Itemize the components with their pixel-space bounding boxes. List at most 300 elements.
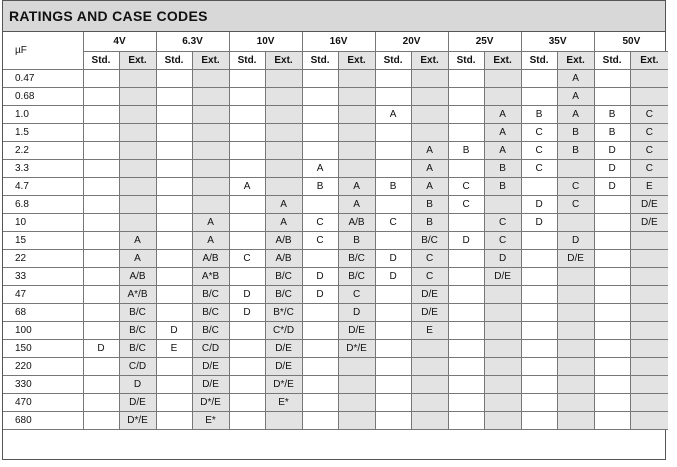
std-case-code-cell: D <box>156 322 192 340</box>
std-case-code-cell <box>375 304 411 322</box>
std-case-code-cell <box>302 412 338 430</box>
std-case-code-cell <box>302 376 338 394</box>
std-case-code-cell <box>594 286 630 304</box>
std-case-code-cell <box>375 322 411 340</box>
ext-case-code-cell: A <box>484 124 521 142</box>
ext-case-code-cell: A <box>557 70 594 88</box>
std-case-code-cell <box>594 196 630 214</box>
capacitance-value: 22 <box>3 250 83 268</box>
ext-column-header: Ext. <box>338 52 375 70</box>
ext-case-code-cell <box>630 88 668 106</box>
std-case-code-cell <box>594 322 630 340</box>
std-case-code-cell: C <box>302 214 338 232</box>
ext-case-code-cell <box>192 70 229 88</box>
ext-case-code-cell: B/C <box>119 340 156 358</box>
std-case-code-cell <box>229 232 265 250</box>
table-row <box>3 232 668 250</box>
ext-case-code-cell <box>630 250 668 268</box>
ext-case-code-cell: A/B <box>265 232 302 250</box>
std-case-code-cell: C <box>448 178 484 196</box>
ext-case-code-cell <box>119 106 156 124</box>
ext-case-code-cell <box>630 412 668 430</box>
std-case-code-cell <box>594 412 630 430</box>
std-case-code-cell <box>521 70 557 88</box>
capacitance-value: 47 <box>3 286 83 304</box>
std-case-code-cell <box>448 124 484 142</box>
capacitance-value: 10 <box>3 214 83 232</box>
std-case-code-cell <box>594 394 630 412</box>
std-case-code-cell <box>83 214 119 232</box>
std-case-code-cell: D <box>229 286 265 304</box>
ext-case-code-cell: A <box>557 106 594 124</box>
std-case-code-cell <box>83 124 119 142</box>
ext-case-code-cell <box>411 106 448 124</box>
ext-case-code-cell: B <box>484 178 521 196</box>
voltage-header: 4V <box>83 32 156 52</box>
std-case-code-cell <box>448 70 484 88</box>
table-row <box>3 106 668 124</box>
std-case-code-cell <box>83 196 119 214</box>
std-case-code-cell <box>521 394 557 412</box>
ext-case-code-cell: C <box>557 196 594 214</box>
ext-case-code-cell: B/C <box>338 268 375 286</box>
ext-case-code-cell <box>484 88 521 106</box>
std-case-code-cell <box>156 106 192 124</box>
std-case-code-cell <box>375 142 411 160</box>
std-case-code-cell <box>83 250 119 268</box>
std-column-header: Std. <box>229 52 265 70</box>
std-case-code-cell <box>594 268 630 286</box>
ext-case-code-cell: A/B <box>192 250 229 268</box>
std-case-code-cell <box>229 124 265 142</box>
capacitance-value: 15 <box>3 232 83 250</box>
ext-case-code-cell: A <box>338 178 375 196</box>
ext-case-code-cell: C <box>338 286 375 304</box>
ext-case-code-cell: B/C <box>411 232 448 250</box>
ext-case-code-cell <box>630 322 668 340</box>
ext-case-code-cell <box>484 358 521 376</box>
std-case-code-cell <box>302 322 338 340</box>
ext-case-code-cell: C <box>630 106 668 124</box>
std-case-code-cell <box>594 88 630 106</box>
std-case-code-cell <box>83 106 119 124</box>
std-case-code-cell <box>156 304 192 322</box>
std-case-code-cell <box>156 124 192 142</box>
ext-case-code-cell: A <box>265 196 302 214</box>
std-case-code-cell <box>83 232 119 250</box>
std-case-code-cell <box>229 160 265 178</box>
ext-case-code-cell: B/C <box>192 286 229 304</box>
std-case-code-cell <box>156 412 192 430</box>
ext-case-code-cell <box>338 394 375 412</box>
std-case-code-cell <box>156 142 192 160</box>
ext-case-code-cell: A <box>338 196 375 214</box>
ext-case-code-cell: D/E <box>411 286 448 304</box>
ext-case-code-cell: D/E <box>119 394 156 412</box>
ext-case-code-cell: D <box>119 376 156 394</box>
std-column-header: Std. <box>448 52 484 70</box>
ext-case-code-cell <box>119 124 156 142</box>
ext-case-code-cell <box>630 358 668 376</box>
ext-case-code-cell <box>411 394 448 412</box>
std-case-code-cell <box>229 214 265 232</box>
ext-column-header: Ext. <box>630 52 668 70</box>
voltage-header: 6.3V <box>156 32 229 52</box>
ext-case-code-cell <box>192 178 229 196</box>
ext-case-code-cell: A/B <box>119 268 156 286</box>
std-case-code-cell <box>83 376 119 394</box>
std-case-code-cell <box>229 322 265 340</box>
std-case-code-cell: B <box>594 106 630 124</box>
std-column-header: Std. <box>156 52 192 70</box>
capacitance-value: 330 <box>3 376 83 394</box>
ext-case-code-cell: B <box>411 196 448 214</box>
std-case-code-cell <box>448 160 484 178</box>
ext-case-code-cell: B <box>557 124 594 142</box>
ext-case-code-cell <box>119 88 156 106</box>
ext-case-code-cell: D/E <box>557 250 594 268</box>
std-case-code-cell: C <box>375 214 411 232</box>
ext-case-code-cell <box>484 304 521 322</box>
ext-case-code-cell <box>630 286 668 304</box>
ext-case-code-cell <box>411 70 448 88</box>
ext-case-code-cell <box>484 286 521 304</box>
std-case-code-cell <box>594 232 630 250</box>
std-case-code-cell <box>156 286 192 304</box>
ext-case-code-cell <box>265 412 302 430</box>
ratings-table <box>3 32 668 430</box>
std-case-code-cell <box>521 412 557 430</box>
std-case-code-cell <box>521 88 557 106</box>
capacitance-value: 100 <box>3 322 83 340</box>
ext-column-header: Ext. <box>265 52 302 70</box>
std-case-code-cell <box>83 286 119 304</box>
capacitance-value: 68 <box>3 304 83 322</box>
ext-column-header: Ext. <box>411 52 448 70</box>
ext-case-code-cell <box>192 160 229 178</box>
table-row <box>3 160 668 178</box>
table-row <box>3 88 668 106</box>
ext-case-code-cell: C <box>630 142 668 160</box>
capacitance-value: 4.7 <box>3 178 83 196</box>
ext-case-code-cell <box>557 394 594 412</box>
ext-case-code-cell <box>557 286 594 304</box>
ext-case-code-cell <box>338 376 375 394</box>
ext-case-code-cell: A <box>192 232 229 250</box>
ext-case-code-cell <box>630 304 668 322</box>
capacitance-value: 680 <box>3 412 83 430</box>
std-case-code-cell: D <box>302 286 338 304</box>
std-case-code-cell <box>594 70 630 88</box>
std-case-code-cell: D <box>594 142 630 160</box>
std-case-code-cell <box>156 394 192 412</box>
std-case-code-cell <box>229 196 265 214</box>
ext-column-header: Ext. <box>557 52 594 70</box>
capacitance-header: µF <box>3 32 83 70</box>
panel-title: RATINGS AND CASE CODES <box>3 1 665 32</box>
std-case-code-cell <box>156 214 192 232</box>
ext-case-code-cell: A <box>484 106 521 124</box>
std-case-code-cell <box>156 232 192 250</box>
ext-case-code-cell: A <box>265 214 302 232</box>
std-column-header: Std. <box>594 52 630 70</box>
capacitance-value: 3.3 <box>3 160 83 178</box>
ext-case-code-cell <box>484 340 521 358</box>
voltage-header: 50V <box>594 32 668 52</box>
std-case-code-cell <box>448 250 484 268</box>
ext-case-code-cell <box>557 376 594 394</box>
std-case-code-cell <box>229 268 265 286</box>
ext-case-code-cell <box>411 340 448 358</box>
std-case-code-cell: D <box>375 268 411 286</box>
ext-case-code-cell: D/E <box>411 304 448 322</box>
std-case-code-cell <box>521 376 557 394</box>
ext-case-code-cell <box>119 196 156 214</box>
ext-case-code-cell <box>265 178 302 196</box>
std-case-code-cell <box>302 358 338 376</box>
ext-case-code-cell <box>557 268 594 286</box>
ext-case-code-cell: A <box>557 88 594 106</box>
std-case-code-cell <box>448 286 484 304</box>
std-case-code-cell: D <box>83 340 119 358</box>
ext-case-code-cell <box>338 106 375 124</box>
std-case-code-cell <box>521 286 557 304</box>
std-case-code-cell: B <box>375 178 411 196</box>
ext-case-code-cell: B <box>557 142 594 160</box>
std-case-code-cell <box>521 304 557 322</box>
capacitance-value: 1.0 <box>3 106 83 124</box>
std-case-code-cell <box>375 376 411 394</box>
std-case-code-cell <box>375 286 411 304</box>
std-case-code-cell: D <box>375 250 411 268</box>
ext-case-code-cell: B <box>484 160 521 178</box>
ext-case-code-cell: C <box>484 232 521 250</box>
std-case-code-cell <box>302 340 338 358</box>
std-case-code-cell: D <box>594 178 630 196</box>
std-case-code-cell <box>83 412 119 430</box>
ext-case-code-cell: D <box>484 250 521 268</box>
std-case-code-cell <box>229 88 265 106</box>
ext-case-code-cell <box>265 106 302 124</box>
capacitance-value: 150 <box>3 340 83 358</box>
ext-case-code-cell <box>192 142 229 160</box>
ext-case-code-cell: E* <box>192 412 229 430</box>
capacitance-value: 220 <box>3 358 83 376</box>
table-row <box>3 376 668 394</box>
ext-column-header: Ext. <box>119 52 156 70</box>
std-case-code-cell: D <box>594 160 630 178</box>
ext-case-code-cell: A*/B <box>119 286 156 304</box>
std-case-code-cell <box>375 196 411 214</box>
std-case-code-cell <box>375 232 411 250</box>
ext-case-code-cell: D*/E <box>192 394 229 412</box>
table-row <box>3 268 668 286</box>
std-case-code-cell <box>83 178 119 196</box>
ext-case-code-cell <box>119 142 156 160</box>
std-case-code-cell <box>521 232 557 250</box>
ext-case-code-cell <box>557 304 594 322</box>
ext-case-code-cell: D*/E <box>265 376 302 394</box>
std-case-code-cell: C <box>521 124 557 142</box>
std-case-code-cell <box>375 160 411 178</box>
ext-case-code-cell <box>630 268 668 286</box>
table-row <box>3 196 668 214</box>
ext-case-code-cell <box>630 232 668 250</box>
ext-column-header: Ext. <box>192 52 229 70</box>
ext-case-code-cell <box>411 358 448 376</box>
std-case-code-cell <box>229 412 265 430</box>
std-case-code-cell: B <box>448 142 484 160</box>
ext-case-code-cell: A/B <box>265 250 302 268</box>
ext-case-code-cell <box>265 88 302 106</box>
ext-case-code-cell <box>484 322 521 340</box>
ext-case-code-cell <box>484 394 521 412</box>
std-case-code-cell <box>375 88 411 106</box>
std-case-code-cell: B <box>521 106 557 124</box>
std-case-code-cell: D <box>448 232 484 250</box>
ext-case-code-cell: C <box>411 268 448 286</box>
ext-case-code-cell <box>411 88 448 106</box>
ext-case-code-cell <box>119 70 156 88</box>
std-column-header: Std. <box>83 52 119 70</box>
ext-case-code-cell: D/E <box>192 358 229 376</box>
std-case-code-cell: A <box>302 160 338 178</box>
ext-case-code-cell <box>338 88 375 106</box>
ext-case-code-cell <box>192 124 229 142</box>
ext-case-code-cell <box>557 412 594 430</box>
ext-case-code-cell: B/C <box>119 304 156 322</box>
ext-case-code-cell <box>265 160 302 178</box>
ext-case-code-cell: A <box>411 142 448 160</box>
ext-case-code-cell: D <box>338 304 375 322</box>
ext-case-code-cell <box>265 124 302 142</box>
ext-case-code-cell <box>119 160 156 178</box>
std-case-code-cell: E <box>156 340 192 358</box>
std-column-header: Std. <box>302 52 338 70</box>
ext-case-code-cell <box>411 412 448 430</box>
std-case-code-cell <box>521 268 557 286</box>
capacitance-value: 470 <box>3 394 83 412</box>
std-case-code-cell <box>448 340 484 358</box>
std-case-code-cell <box>83 160 119 178</box>
table-row <box>3 250 668 268</box>
ext-case-code-cell: E <box>630 178 668 196</box>
voltage-header: 10V <box>229 32 302 52</box>
std-case-code-cell: A <box>229 178 265 196</box>
ext-case-code-cell <box>411 124 448 142</box>
std-case-code-cell <box>156 358 192 376</box>
ext-case-code-cell: B/C <box>265 286 302 304</box>
std-case-code-cell <box>594 250 630 268</box>
table-row <box>3 214 668 232</box>
table-row <box>3 358 668 376</box>
table-row <box>3 340 668 358</box>
std-case-code-cell <box>302 394 338 412</box>
std-case-code-cell <box>229 358 265 376</box>
ext-case-code-cell: B/C <box>192 322 229 340</box>
std-case-code-cell <box>594 214 630 232</box>
std-case-code-cell <box>594 340 630 358</box>
ext-case-code-cell <box>119 214 156 232</box>
ext-case-code-cell: B/C <box>265 268 302 286</box>
ext-case-code-cell: C <box>630 160 668 178</box>
capacitance-value: 6.8 <box>3 196 83 214</box>
table-row <box>3 304 668 322</box>
std-case-code-cell <box>375 358 411 376</box>
ext-case-code-cell: D/E <box>630 196 668 214</box>
ext-case-code-cell <box>557 322 594 340</box>
std-case-code-cell <box>448 394 484 412</box>
table-row <box>3 322 668 340</box>
std-case-code-cell: B <box>302 178 338 196</box>
std-column-header: Std. <box>375 52 411 70</box>
std-case-code-cell <box>302 196 338 214</box>
std-case-code-cell <box>83 142 119 160</box>
std-case-code-cell <box>448 268 484 286</box>
capacitance-value: 33 <box>3 268 83 286</box>
std-case-code-cell <box>594 358 630 376</box>
ext-case-code-cell <box>484 412 521 430</box>
table-row <box>3 178 668 196</box>
std-case-code-cell <box>302 106 338 124</box>
std-case-code-cell <box>302 124 338 142</box>
std-case-code-cell <box>229 394 265 412</box>
std-case-code-cell <box>448 322 484 340</box>
ext-case-code-cell: B*/C <box>265 304 302 322</box>
ext-case-code-cell <box>338 124 375 142</box>
std-case-code-cell <box>448 214 484 232</box>
ext-case-code-cell <box>484 70 521 88</box>
std-case-code-cell <box>229 340 265 358</box>
ext-case-code-cell <box>338 358 375 376</box>
ext-case-code-cell <box>338 160 375 178</box>
std-case-code-cell <box>302 304 338 322</box>
ext-case-code-cell: D/E <box>338 322 375 340</box>
std-case-code-cell: C <box>229 250 265 268</box>
std-case-code-cell <box>302 250 338 268</box>
ext-case-code-cell <box>484 376 521 394</box>
table-row <box>3 124 668 142</box>
std-case-code-cell <box>302 142 338 160</box>
ext-case-code-cell: E <box>411 322 448 340</box>
ext-case-code-cell: A <box>192 214 229 232</box>
ext-case-code-cell: D*/E <box>119 412 156 430</box>
ext-case-code-cell <box>338 70 375 88</box>
voltage-header: 16V <box>302 32 375 52</box>
table-row <box>3 70 668 88</box>
std-case-code-cell <box>156 178 192 196</box>
std-case-code-cell <box>83 88 119 106</box>
std-case-code-cell <box>229 142 265 160</box>
ext-case-code-cell: D/E <box>265 340 302 358</box>
std-case-code-cell <box>83 322 119 340</box>
std-case-code-cell <box>156 160 192 178</box>
ext-case-code-cell: A <box>484 142 521 160</box>
std-column-header: Std. <box>521 52 557 70</box>
voltage-header: 20V <box>375 32 448 52</box>
ext-case-code-cell: B <box>338 232 375 250</box>
capacitance-value: 2.2 <box>3 142 83 160</box>
ext-case-code-cell <box>630 70 668 88</box>
ext-case-code-cell <box>557 358 594 376</box>
ext-case-code-cell <box>265 70 302 88</box>
ext-column-header: Ext. <box>484 52 521 70</box>
ratings-panel <box>2 0 666 460</box>
std-case-code-cell <box>156 268 192 286</box>
ext-case-code-cell <box>557 160 594 178</box>
capacitance-value: 0.68 <box>3 88 83 106</box>
ext-case-code-cell <box>338 142 375 160</box>
